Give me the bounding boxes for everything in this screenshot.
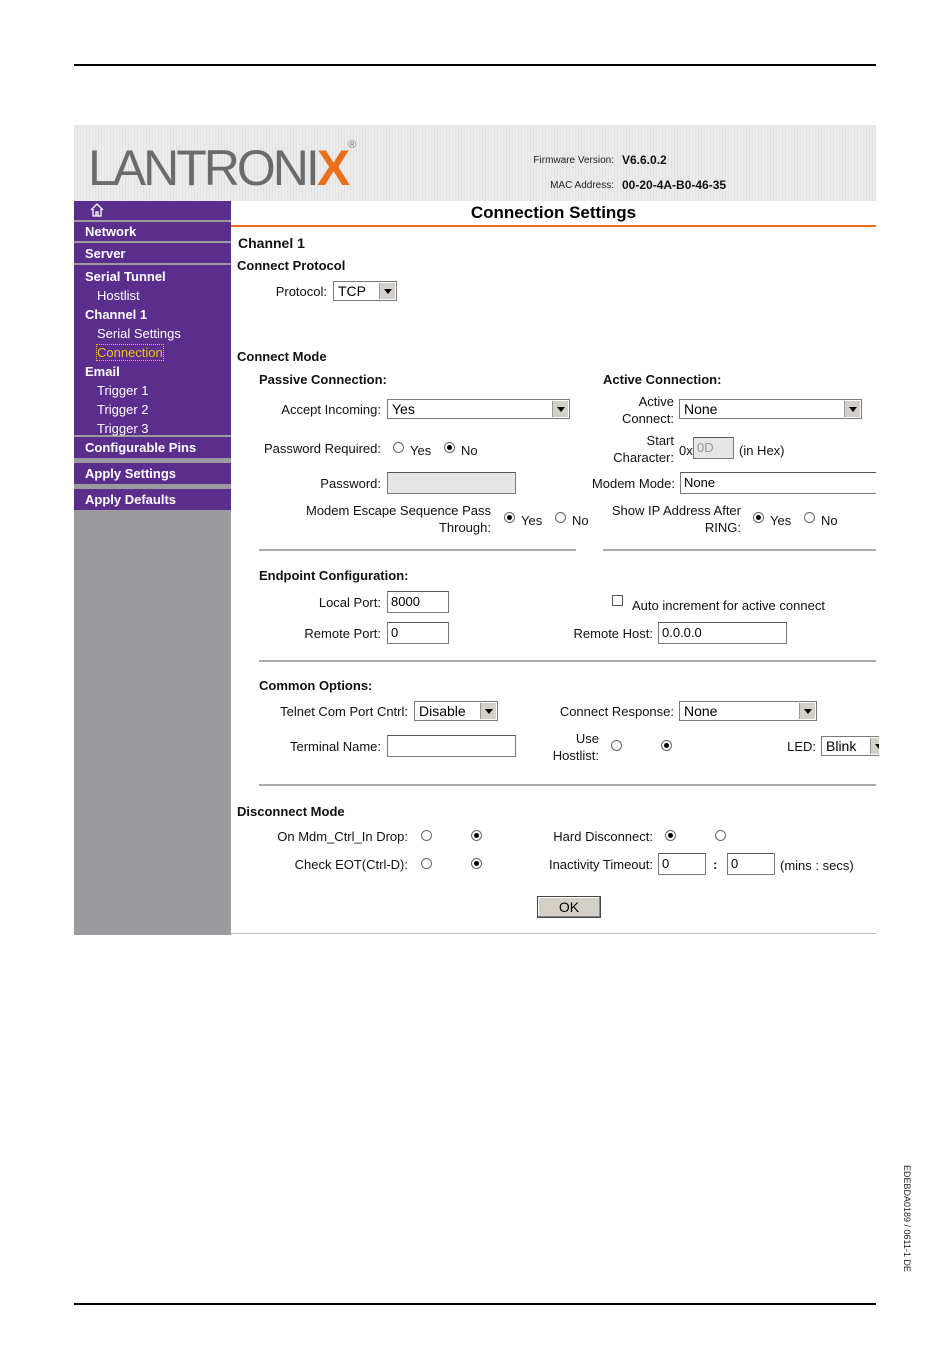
active-connect-select[interactable] [679, 399, 862, 419]
modem-mode-field[interactable]: None [680, 472, 876, 494]
sidebar-apply-defaults-block [74, 489, 231, 510]
sidebar-item-serial-settings[interactable]: Serial Settings [97, 326, 181, 341]
screenshot-bottom-border [231, 933, 876, 934]
remote-host-input[interactable]: 0.0.0.0 [658, 622, 787, 644]
ok-button[interactable]: OK [537, 896, 601, 918]
use-hostlist-label-2: Hostlist: [552, 748, 599, 763]
sidebar-item-configurable-pins[interactable]: Configurable Pins [85, 440, 197, 455]
sidebar-item-trigger1[interactable]: Trigger 1 [97, 383, 149, 398]
connect-response-value: None [684, 703, 718, 719]
telnet-com-port-select[interactable] [414, 701, 498, 721]
remote-port-input[interactable]: 0 [387, 622, 449, 644]
check-eot-label: Check EOT(Ctrl-D): [294, 857, 408, 872]
password-required-label: Password Required: [263, 441, 381, 456]
active-connection-heading: Active Connection: [603, 372, 722, 387]
auto-increment-label: Auto increment for active connect [632, 598, 825, 613]
common-options-heading: Common Options: [259, 678, 373, 693]
led-label: LED: [787, 739, 816, 754]
modem-escape-no-label: No [572, 513, 589, 528]
sidebar-server-block [74, 243, 231, 263]
bottom-rule [74, 1303, 876, 1305]
terminal-name-input[interactable] [387, 735, 516, 757]
show-ip-label-1: Show IP Address After [611, 503, 741, 518]
check-eot-no-radio[interactable] [471, 858, 482, 869]
mdm-ctrl-yes-radio[interactable] [421, 830, 432, 841]
password-required-no-label: No [461, 443, 478, 458]
disconnect-mode-heading: Disconnect Mode [237, 804, 345, 819]
check-eot-yes-radio[interactable] [421, 858, 432, 869]
chevron-down-icon [552, 401, 568, 417]
modem-escape-label-1: Modem Escape Sequence Pass [306, 503, 491, 518]
connect-response-select[interactable] [679, 701, 817, 721]
show-ip-yes-radio[interactable] [753, 512, 764, 523]
sidebar-item-serial-tunnel[interactable]: Serial Tunnel [85, 269, 166, 284]
sidebar-network-block [74, 222, 231, 241]
protocol-select-value: TCP [338, 283, 366, 299]
firmware-value: V6.6.0.2 [622, 153, 667, 167]
password-required-no-radio[interactable] [444, 442, 455, 453]
hard-disconnect-label: Hard Disconnect: [553, 829, 653, 844]
password-label: Password: [320, 476, 381, 491]
divider [259, 784, 876, 786]
start-character-label-1: Start [646, 433, 674, 448]
connect-response-label: Connect Response: [559, 704, 674, 719]
show-ip-no-label: No [821, 513, 838, 528]
sidebar-item-trigger3[interactable]: Trigger 3 [97, 421, 149, 436]
start-character-suffix: (in Hex) [739, 443, 785, 458]
divider [603, 549, 876, 551]
top-rule [74, 64, 876, 66]
page-title: Connection Settings [470, 203, 637, 222]
remote-host-label: Remote Host: [573, 626, 653, 641]
divider [259, 660, 876, 662]
modem-escape-no-radio[interactable] [555, 512, 566, 523]
chevron-down-icon [480, 703, 496, 719]
chevron-down-icon [844, 401, 860, 417]
auto-increment-checkbox[interactable] [612, 595, 623, 606]
local-port-label: Local Port: [318, 595, 381, 610]
sidebar-home-block [74, 201, 231, 220]
protocol-label: Protocol: [275, 284, 327, 299]
accept-incoming-label: Accept Incoming: [281, 402, 381, 417]
active-connect-label-1: Active [638, 394, 674, 409]
mac-value: 00-20-4A-B0-46-35 [622, 178, 727, 192]
inactivity-secs-input[interactable]: 0 [727, 853, 775, 875]
apply-settings-button[interactable]: Apply Settings [85, 466, 177, 481]
lantronix-logo: LANTRONIX® [88, 139, 357, 196]
mdm-ctrl-label: On Mdm_Ctrl_In Drop: [277, 829, 408, 844]
sidebar-serial-block [74, 265, 231, 435]
use-hostlist-no-radio[interactable] [661, 740, 672, 751]
divider [259, 549, 576, 551]
use-hostlist-yes-radio[interactable] [611, 740, 622, 751]
chevron-down-icon [799, 703, 815, 719]
inactivity-units: (mins : secs) [780, 858, 854, 873]
sidebar-item-network[interactable]: Network [85, 224, 137, 239]
sidebar-item-trigger2[interactable]: Trigger 2 [97, 402, 149, 417]
show-ip-no-radio[interactable] [804, 512, 815, 523]
mac-label: MAC Address: [550, 180, 614, 191]
screenshot-frame [74, 125, 876, 935]
accept-incoming-select[interactable] [387, 399, 570, 419]
start-character-input[interactable]: 0D [693, 437, 734, 459]
mdm-ctrl-no-radio[interactable] [471, 830, 482, 841]
use-hostlist-label-1: Use [575, 731, 599, 746]
header-banner [74, 125, 876, 201]
inactivity-mins-input[interactable]: 0 [658, 853, 706, 875]
telnet-com-port-value: Disable [419, 703, 466, 719]
hard-disconnect-no-radio[interactable] [715, 830, 726, 841]
sidebar-item-server[interactable]: Server [85, 246, 126, 261]
local-port-input[interactable]: 8000 [387, 591, 449, 613]
modem-escape-yes-radio[interactable] [504, 512, 515, 523]
sidebar-pins-block [74, 437, 231, 458]
show-ip-yes-label: Yes [770, 513, 792, 528]
sidebar-item-hostlist[interactable]: Hostlist [97, 288, 140, 303]
channel-heading: Channel 1 [238, 235, 305, 251]
led-select[interactable] [821, 736, 879, 756]
active-connect-value: None [684, 401, 718, 417]
password-required-yes-radio[interactable] [393, 442, 404, 453]
terminal-name-label: Terminal Name: [289, 739, 381, 754]
active-connect-label-2: Connect: [621, 411, 674, 426]
firmware-label: Firmware Version: [533, 155, 614, 166]
password-input[interactable] [387, 472, 516, 494]
inactivity-colon: : [713, 857, 718, 872]
protocol-select[interactable] [333, 281, 397, 301]
home-icon[interactable] [89, 203, 105, 217]
modem-escape-label-2: Through: [438, 520, 491, 535]
connect-mode-heading: Connect Mode [237, 349, 327, 364]
start-character-label-2: Character: [613, 450, 674, 465]
remote-port-label: Remote Port: [304, 626, 381, 641]
apply-defaults-button[interactable]: Apply Defaults [85, 492, 177, 507]
sidebar-apply-settings-block [74, 463, 231, 484]
sidebar [74, 201, 231, 935]
telnet-com-port-label: Telnet Com Port Cntrl: [280, 704, 408, 719]
led-value: Blink [826, 738, 857, 754]
show-ip-label-2: RING: [704, 520, 741, 535]
password-required-yes-label: Yes [410, 443, 432, 458]
modem-escape-yes-label: Yes [521, 513, 543, 528]
chevron-down-icon [379, 283, 395, 299]
hard-disconnect-yes-radio[interactable] [665, 830, 676, 841]
title-bar [231, 201, 876, 227]
accept-incoming-value: Yes [392, 401, 415, 417]
main-content [231, 201, 876, 935]
connect-protocol-heading: Connect Protocol [237, 258, 346, 273]
modem-mode-label: Modem Mode: [591, 476, 675, 491]
sidebar-item-channel1[interactable]: Channel 1 [85, 307, 148, 322]
start-character-prefix: 0x [679, 443, 693, 458]
sidebar-item-email[interactable]: Email [85, 364, 120, 379]
endpoint-heading: Endpoint Configuration: [259, 568, 409, 583]
document-code: EDEBDA0189 / 0611-1 DE [902, 1165, 912, 1272]
sidebar-item-connection[interactable]: Connection [97, 345, 163, 360]
inactivity-timeout-label: Inactivity Timeout: [548, 857, 653, 872]
passive-connection-heading: Passive Connection: [259, 372, 387, 387]
chevron-down-icon [870, 738, 879, 754]
